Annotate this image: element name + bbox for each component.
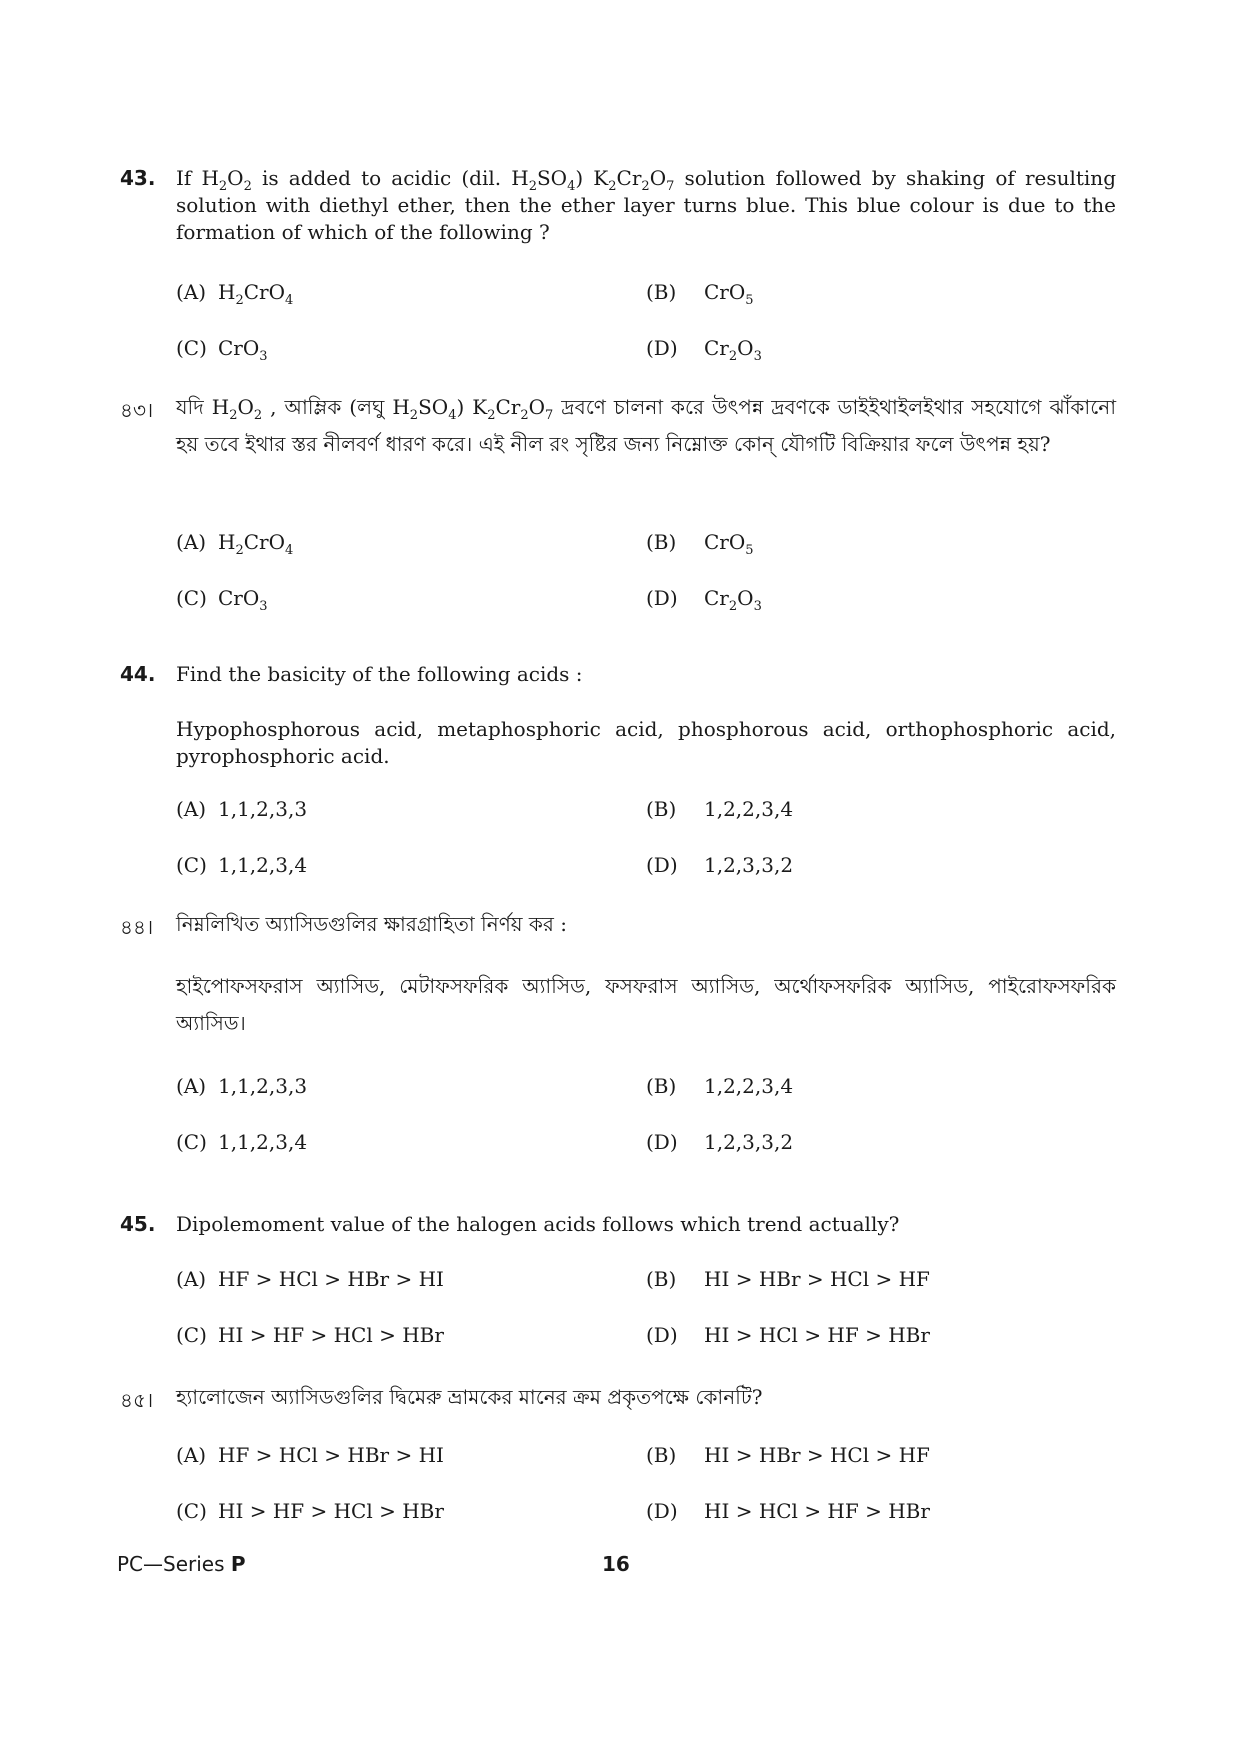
question-subtext: Hypophosphorous acid, metaphosphoric acid, phosphorous acid, orthophosphoric acid, pyrophosphoric acid. [176,717,1116,768]
question-number: 43. [120,166,156,190]
option-a[interactable]: (A) $H_2CrO_4$ [176,530,294,558]
option-a[interactable]: (A) HF > HCl > HBr > HI [176,1267,444,1291]
option-c[interactable]: (C) 1,1,2,3,4 [176,853,308,877]
question-text: If $H_2O_2$ is added to acidic (dil. $H_2SO_4$) $K_2Cr_2O_7$ solution followed by shaking of resulting solution with diethyl ether, then the ether layer turns blue. This blue colour is due to the formation of which of the following ? [176,166,1116,244]
option-d[interactable]: (D) $Cr_2O_3$ [646,586,762,614]
option-d[interactable]: (D) $Cr_2O_3$ [646,336,762,364]
question-number: ৪৪। [120,915,154,939]
option-d[interactable]: (D) 1,2,3,3,2 [646,1130,794,1154]
option-a[interactable]: (A) $H_2CrO_4$ [176,280,294,308]
question-text: হ্যালোজেন অ্যাসিডগুলির দ্বিমেরু ভ্রামকের মানের ক্রম প্রকৃতপক্ষে কোনটি? [176,1385,763,1409]
option-b[interactable]: (B) HI > HBr > HCl > HF [646,1267,930,1291]
question-number: ৪৫। [120,1388,154,1412]
question-number: 44. [120,662,156,686]
option-b[interactable]: (B) CrO$_5$ [646,530,754,558]
page-number: 16 [602,1552,630,1576]
question-number: ৪৩। [120,398,154,422]
question-number: 45. [120,1212,156,1236]
option-c[interactable]: (C) HI > HF > HCl > HBr [176,1323,444,1347]
question-text: Find the basicity of the following acids : [176,662,583,686]
option-d[interactable]: (D) HI > HCl > HF > HBr [646,1499,930,1523]
series-label: PC—Series P [117,1552,246,1576]
option-d[interactable]: (D) HI > HCl > HF > HBr [646,1323,930,1347]
question-text: নিম্নলিখিত অ্যাসিডগুলির ক্ষারগ্রাহিতা নির্ণয় কর : [176,912,568,936]
option-b[interactable]: (B) 1,2,2,3,4 [646,797,794,821]
option-a[interactable]: (A) 1,1,2,3,3 [176,1074,308,1098]
question-subtext: হাইপোফসফরাস অ্যাসিড, মেটাফসফরিক অ্যাসিড, ফসফরাস অ্যাসিড, অর্থোফসফরিক অ্যাসিড, পাইরোফসফরিক অ্যাসিড। [176,974,1116,1035]
option-a[interactable]: (A) HF > HCl > HBr > HI [176,1443,444,1467]
option-c[interactable]: (C) CrO$_3$ [176,336,268,364]
option-b[interactable]: (B) CrO$_5$ [646,280,754,308]
option-b[interactable]: (B) 1,2,2,3,4 [646,1074,794,1098]
option-c[interactable]: (C) HI > HF > HCl > HBr [176,1499,444,1523]
question-text: যদি $H_2O_2$ , আম্লিক (লঘু $H_2SO_4$) $K_2Cr_2O_7$ দ্রবণে চালনা করে উৎপন্ন দ্রবণকে ডাইইথাইলইথার সহযোগে ঝাঁকানো হয় তবে ইথার স্তর নীলবর্ণ ধারণ করে। এই নীল রং সৃষ্টির জন্য নিম্নোক্ত কোন্ যৌগটি বিক্রিয়ার ফলে উৎপন্ন হয়? [176,395,1116,456]
question-text: Dipolemoment value of the halogen acids follows which trend actually? [176,1212,900,1236]
option-d[interactable]: (D) 1,2,3,3,2 [646,853,794,877]
option-b[interactable]: (B) HI > HBr > HCl > HF [646,1443,930,1467]
option-c[interactable]: (C) CrO$_3$ [176,586,268,614]
option-c[interactable]: (C) 1,1,2,3,4 [176,1130,308,1154]
option-a[interactable]: (A) 1,1,2,3,3 [176,797,308,821]
